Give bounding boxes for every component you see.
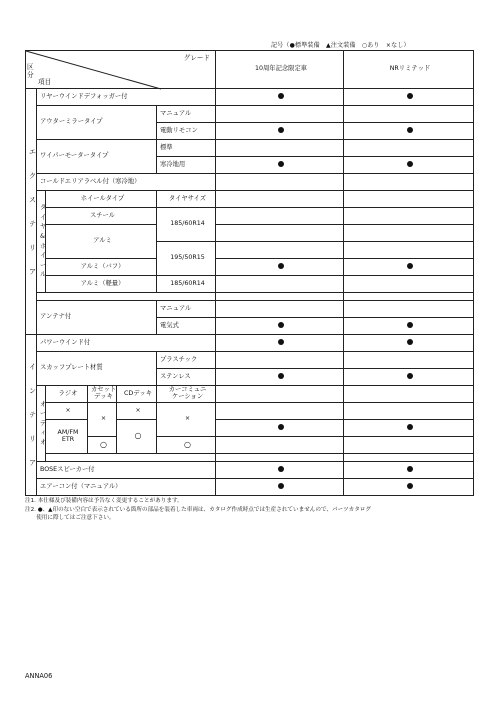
wiper-standard-label: 標準 bbox=[157, 140, 216, 157]
grade-label: グレード bbox=[183, 54, 211, 62]
interior-section-label: イ ン テ リ ア bbox=[26, 335, 37, 496]
antenna-label: アンテナ付 bbox=[37, 301, 157, 335]
mark-dot bbox=[344, 479, 474, 496]
tire-size-185-60r14: 185/60R14 bbox=[157, 208, 216, 242]
item-label: 項目 bbox=[38, 78, 52, 87]
note-2-continued: 使用に際してはご注意下さい。 bbox=[25, 515, 115, 521]
mark-cross: × bbox=[117, 403, 157, 420]
mark-circle: ○ bbox=[88, 437, 117, 454]
power-window-label: パワーウインド付 bbox=[37, 335, 216, 352]
mark-cross: × bbox=[157, 403, 216, 437]
mark-dot bbox=[344, 318, 474, 335]
column-header-10th-anniversary: 10周年記念限定車 bbox=[216, 51, 344, 89]
tire-size-185-60r14-light: 185/60R14 bbox=[157, 276, 216, 293]
mark-dot bbox=[344, 335, 474, 352]
mark-circle: ○ bbox=[157, 437, 216, 454]
mark-dot bbox=[344, 420, 474, 437]
wheel-alumi-buff: アルミ（バフ） bbox=[46, 259, 157, 276]
wheel-alumi: アルミ bbox=[46, 225, 157, 259]
mark-dot bbox=[344, 89, 474, 106]
scuff-plate-label: スカッフプレート材質 bbox=[37, 352, 157, 386]
mark-dot bbox=[216, 335, 344, 352]
equipment-spec-table bbox=[25, 50, 474, 496]
category-label: 区 分 bbox=[27, 63, 34, 79]
mark-dot bbox=[216, 369, 344, 386]
mirror-remote-label: 電動リモコン bbox=[157, 123, 216, 140]
outer-mirror-label: アウターミラータイプ bbox=[37, 106, 157, 140]
aircon-label: エアーコン付（マニュアル） bbox=[37, 479, 216, 496]
wiper-motor-label: ワイパーモータータイプ bbox=[37, 140, 157, 174]
antenna-electric-label: 電気式 bbox=[157, 318, 216, 335]
audio-radio-header: ラジオ bbox=[46, 386, 88, 403]
mark-dot bbox=[344, 123, 474, 140]
antenna-manual-label: マニュアル bbox=[157, 301, 216, 318]
audio-amfm-etr: AM/FM ETR bbox=[46, 420, 88, 454]
mark-dot bbox=[344, 157, 474, 174]
cold-area-label-row: コールドエリアラベル付（寒冷地） bbox=[37, 174, 216, 191]
mark-dot bbox=[216, 123, 344, 140]
exterior-section-label: エ ク ス テ リ ア bbox=[26, 89, 37, 335]
wiper-cold-label: 寒冷地用 bbox=[157, 157, 216, 174]
bose-speaker-label: BOSEスピーカー付 bbox=[37, 462, 216, 479]
mark-dot bbox=[216, 259, 344, 276]
page-code: ANNA06 bbox=[25, 672, 53, 680]
wheel-alumi-light: アルミ（軽量） bbox=[46, 276, 157, 293]
mark-dot bbox=[216, 462, 344, 479]
mark-dot bbox=[216, 420, 344, 437]
mark-cross: × bbox=[88, 403, 117, 437]
mark-dot bbox=[216, 479, 344, 496]
scuff-plastic-label: プラスチック bbox=[157, 352, 216, 369]
mark-dot bbox=[216, 157, 344, 174]
mark-dot bbox=[216, 89, 344, 106]
tire-size-header: タイヤサイズ bbox=[157, 191, 216, 208]
mark-dot bbox=[344, 259, 474, 276]
symbol-legend: 記号（●標準装備 ▲注文装備 ○あり ×なし） bbox=[271, 42, 410, 49]
tire-size-195-50r15: 195/50R15 bbox=[157, 242, 216, 276]
mark-dot bbox=[216, 318, 344, 335]
note-2: 注2. ●、▲印のない空白で表示されている箇所の部品を装着した車両は、カタログ作成時点では生産されていませんので、パーツカタログ bbox=[25, 506, 371, 513]
wheel-steel: スチール bbox=[46, 208, 157, 225]
tire-wheel-section-label: タ イ ヤ & ホ イ ー ル bbox=[37, 191, 46, 293]
mark-dot bbox=[344, 462, 474, 479]
column-header-nr-limited: NRリミテッド bbox=[344, 51, 474, 89]
mirror-manual-label: マニュアル bbox=[157, 106, 216, 123]
wheel-type-header: ホイールタイプ bbox=[46, 191, 157, 208]
audio-cd-header: CDデッキ bbox=[117, 386, 157, 403]
scuff-stainless-label: ステンレス bbox=[157, 369, 216, 386]
mark-circle: ○ bbox=[117, 420, 157, 454]
audio-section-label: オ ー デ ィ オ bbox=[37, 386, 46, 462]
audio-cassette-header: カセット デッキ bbox=[88, 386, 117, 403]
note-1: 注1. 本仕様及び装備内容は予告なく変更することがあります。 bbox=[25, 498, 183, 504]
footnotes bbox=[25, 497, 371, 523]
mark-dot bbox=[344, 369, 474, 386]
rear-defogger-label: リヤーウインドデフォッガー付 bbox=[37, 89, 216, 106]
header-corner-cell bbox=[26, 51, 216, 89]
audio-car-comm-header: カーコミュニ ケーション bbox=[157, 386, 216, 403]
mark-cross: × bbox=[46, 403, 88, 420]
